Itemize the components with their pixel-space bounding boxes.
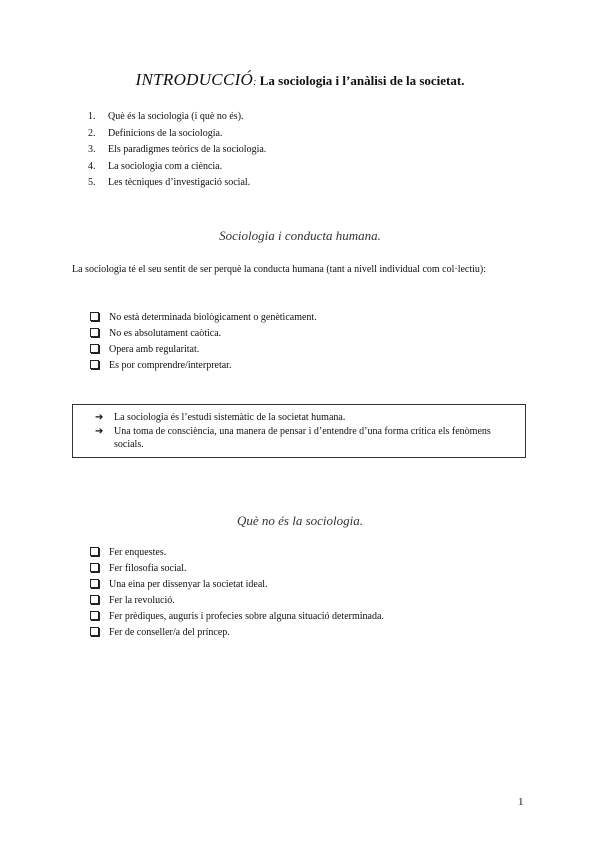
definition-box xyxy=(72,404,526,458)
arrow-right-icon: ➔ xyxy=(95,412,104,423)
list-item xyxy=(90,609,384,625)
toc-item xyxy=(88,126,266,143)
title-colon: : xyxy=(253,77,257,88)
list-item xyxy=(90,358,317,374)
checkbox-bullet-icon xyxy=(90,579,99,588)
toc-number: 1. xyxy=(88,111,96,122)
checkbox-bullet-icon xyxy=(90,627,99,636)
toc-item xyxy=(88,175,266,192)
checkbox-bullet-icon xyxy=(90,563,99,572)
list-item-text: Fer la revolució. xyxy=(109,595,175,606)
list-item xyxy=(95,411,509,425)
section-heading-conducta: Sociologia i conducta humana. xyxy=(219,228,381,243)
checkbox-bullet-icon xyxy=(90,328,99,337)
list-item xyxy=(95,425,509,452)
checkbox-bullet-icon xyxy=(90,360,99,369)
title-rest: La sociologia i l’anàlisi de la societat. xyxy=(256,73,465,88)
list-item xyxy=(90,625,384,641)
list-item-text: No es absolutament caòtica. xyxy=(109,328,222,339)
list-item-text: Una toma de consciència, una manera de pensar i d’entendre d’una forma crítica els fenòmens socials. xyxy=(114,425,491,450)
arrow-right-icon: ➔ xyxy=(95,425,104,437)
list-item xyxy=(90,310,317,326)
toc-number: 5. xyxy=(88,177,96,188)
toc-text: Els paradigmes teòrics de la sociologia. xyxy=(108,144,267,155)
toc-item xyxy=(88,142,266,159)
table-of-contents xyxy=(88,109,266,192)
page-title xyxy=(0,70,600,90)
page-number: 1 xyxy=(518,796,524,808)
toc-number: 2. xyxy=(88,127,96,139)
toc-text: Definicions de la sociologia. xyxy=(108,127,223,139)
conducta-checklist xyxy=(90,310,317,374)
definition-list xyxy=(95,411,509,452)
list-item xyxy=(90,545,384,561)
list-item xyxy=(90,593,384,609)
que-no-es-checklist xyxy=(90,545,384,641)
intro-paragraph: La sociologia té el seu sentit de ser perquè la conducta humana (tant a nivell individual com col·lectiu): xyxy=(72,264,487,275)
list-item-text: Es por comprendre/interpretar. xyxy=(109,360,232,371)
checkbox-bullet-icon xyxy=(90,611,99,620)
list-item-text: Fer enquestes. xyxy=(109,547,167,558)
toc-item xyxy=(88,159,266,176)
list-item-text: Fer prèdiques, auguris i profecies sobre alguna situació determinada. xyxy=(109,611,384,622)
list-item-text: Fer de conseller/a del príncep. xyxy=(109,627,230,638)
checkbox-bullet-icon xyxy=(90,344,99,353)
toc-number: 4. xyxy=(88,160,96,172)
list-item-text: Opera amb regularitat. xyxy=(109,344,200,355)
list-item xyxy=(90,577,384,593)
checkbox-bullet-icon xyxy=(90,595,99,604)
checkbox-bullet-icon xyxy=(90,547,99,556)
title-lead: INTRODUCCIÓ xyxy=(135,70,254,89)
list-item xyxy=(90,326,317,342)
toc-text: La sociologia com a ciència. xyxy=(108,160,223,172)
toc-text: Què és la sociologia (i què no és). xyxy=(108,111,244,122)
list-item xyxy=(90,342,317,358)
list-item-text: No està determinada biològicament o genèticament. xyxy=(109,312,317,323)
toc-text: Les tècniques d’investigació social. xyxy=(108,177,251,188)
toc-number: 3. xyxy=(88,144,96,155)
list-item-text: Fer filosofia social. xyxy=(109,563,187,574)
list-item-text: La sociologia és l’estudi sistemàtic de la societat humana. xyxy=(114,412,346,423)
section-heading-que-no-es: Què no és la sociologia. xyxy=(236,513,363,528)
toc-item xyxy=(88,109,266,126)
list-item xyxy=(90,561,384,577)
checkbox-bullet-icon xyxy=(90,312,99,321)
list-item-text: Una eina per dissenyar la societat ideal. xyxy=(109,579,268,590)
